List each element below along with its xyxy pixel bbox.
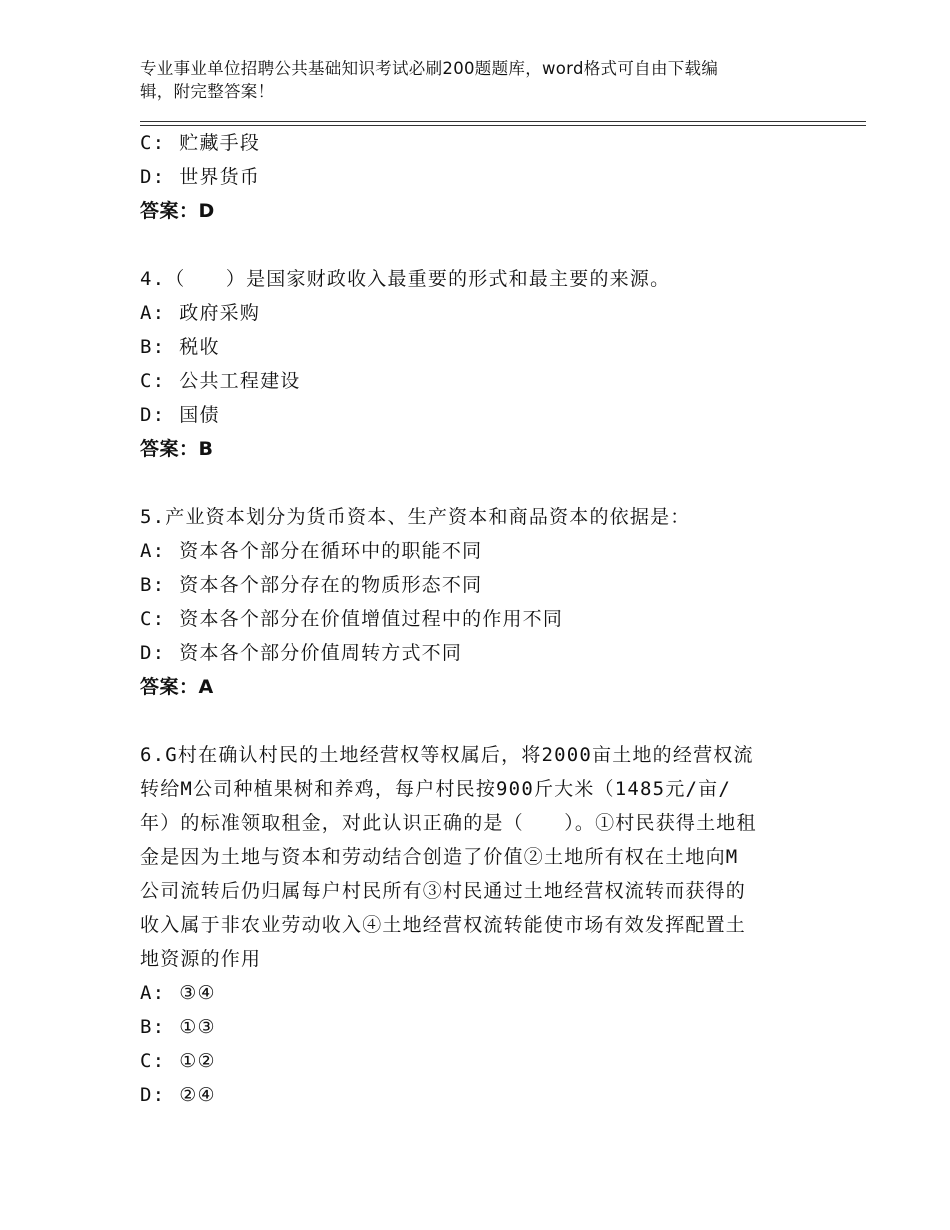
- option-c: [140, 602, 830, 636]
- question-6: [140, 738, 830, 1112]
- option-a: [140, 976, 830, 1010]
- option-letter: A:: [140, 302, 166, 324]
- question-stem-line: 6.G村在确认村民的土地经营权等权属后，将2000亩土地的经营权流: [140, 744, 754, 766]
- option-text: ③④: [179, 982, 216, 1004]
- option-letter: D:: [140, 1084, 166, 1106]
- option-d: [140, 398, 830, 432]
- header-rule-top: [140, 121, 866, 122]
- question-stem-line: 收入属于非农业劳动收入④土地经营权流转能使市场有效发挥配置土: [140, 914, 747, 936]
- option-c: [140, 364, 830, 398]
- option-d: [140, 160, 830, 194]
- option-letter: C:: [140, 132, 166, 154]
- option-letter: C:: [140, 370, 166, 392]
- option-letter: D:: [140, 166, 166, 188]
- option-b: [140, 568, 830, 602]
- option-letter: A:: [140, 540, 166, 562]
- question-stem-line: 地资源的作用: [140, 948, 262, 970]
- option-text: ①③: [179, 1016, 216, 1038]
- spacer: [140, 228, 830, 262]
- option-b: [140, 1010, 830, 1044]
- question-stem: 4.（ ）是国家财政收入最重要的形式和最主要的来源。: [140, 268, 671, 290]
- option-text: 资本各个部分价值周转方式不同: [179, 642, 463, 664]
- option-d: [140, 636, 830, 670]
- header-line-1: 专业事业单位招聘公共基础知识考试必刷200题题库，word格式可自由下载编: [140, 59, 719, 78]
- option-c: [140, 1044, 830, 1078]
- question-stem: 5.产业资本划分为货币资本、生产资本和商品资本的依据是：: [140, 506, 691, 528]
- option-text: 资本各个部分在循环中的职能不同: [179, 540, 483, 562]
- question-3-tail: [140, 126, 830, 228]
- question-stem-line: 公司流转后仍归属每户村民所有③村民通过土地经营权流转而获得的: [140, 880, 747, 902]
- answer-label: 答案：A: [140, 676, 214, 698]
- option-b: [140, 330, 830, 364]
- question-4: [140, 262, 830, 466]
- question-stem-line: 年）的标准领取租金，对此认识正确的是（ ）。①村民获得土地租: [140, 812, 757, 834]
- option-letter: A:: [140, 982, 166, 1004]
- option-d: [140, 1078, 830, 1112]
- answer-label: 答案：B: [140, 438, 214, 460]
- option-text: 贮藏手段: [179, 132, 261, 154]
- option-letter: B:: [140, 574, 166, 596]
- option-a: [140, 296, 830, 330]
- option-letter: B:: [140, 336, 166, 358]
- option-letter: D:: [140, 642, 166, 664]
- header-line-2: 辑，附完整答案！: [140, 82, 275, 101]
- option-c: [140, 126, 830, 160]
- option-text: 国债: [179, 404, 220, 426]
- option-text: 资本各个部分存在的物质形态不同: [179, 574, 483, 596]
- question-stem-line: 转给M公司种植果树和养鸡，每户村民按900斤大米（1485元/亩/: [140, 778, 731, 800]
- option-letter: B:: [140, 1016, 166, 1038]
- option-text: ①②: [179, 1050, 216, 1072]
- answer-label: 答案：D: [140, 200, 215, 222]
- question-5: [140, 500, 830, 704]
- option-a: [140, 534, 830, 568]
- option-text: 资本各个部分在价值增值过程中的作用不同: [179, 608, 564, 630]
- option-text: ②④: [179, 1084, 216, 1106]
- option-letter: C:: [140, 608, 166, 630]
- option-letter: C:: [140, 1050, 166, 1072]
- question-stem-line: 金是因为土地与资本和劳动结合创造了价值②土地所有权在土地向M: [140, 846, 739, 868]
- spacer: [140, 704, 830, 738]
- option-text: 公共工程建设: [179, 370, 301, 392]
- option-text: 世界货币: [179, 166, 261, 188]
- option-text: 税收: [179, 336, 220, 358]
- option-letter: D:: [140, 404, 166, 426]
- document-content: [140, 126, 830, 1112]
- spacer: [140, 466, 830, 500]
- option-text: 政府采购: [179, 302, 261, 324]
- document-header: [140, 57, 830, 103]
